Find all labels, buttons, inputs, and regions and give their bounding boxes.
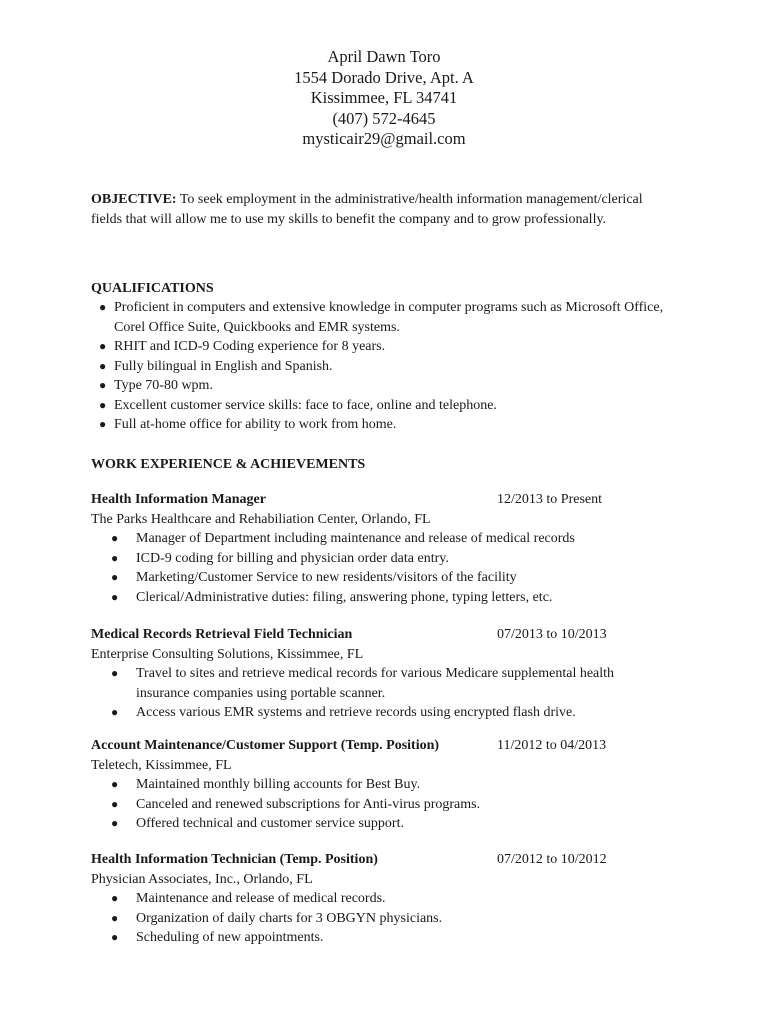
list-item: ● Marketing/Customer Service to new residents/visitors of the facility	[91, 568, 651, 588]
list-item: ● ICD-9 coding for billing and physician order data entry.	[91, 549, 651, 569]
address-line-2: Kissimmee, FL 34741	[310, 88, 458, 107]
list-item: ● Access various EMR systems and retrieve records using encrypted flash drive.	[91, 703, 651, 723]
bullet-icon: ●	[99, 358, 107, 373]
job-employer: Teletech, Kissimmee, FL	[91, 757, 232, 773]
job-dates: 11/2012 to 04/2013	[497, 738, 607, 753]
bullet-icon: ●	[99, 339, 107, 353]
email-address: mysticair29@gmail.com	[302, 129, 466, 148]
qualifications-title: QUALIFICATIONS	[91, 281, 214, 296]
phone-number: (407) 572-4645	[332, 108, 436, 128]
list-item: ● RHIT and ICD-9 Coding experience for 8 years.	[99, 337, 679, 357]
contact-header	[0, 47, 768, 150]
job-entry	[91, 490, 651, 607]
bullet-icon: ●	[111, 910, 119, 925]
list-item: ● Clerical/Administrative duties: filing, answering phone, typing letters, etc.	[91, 588, 651, 608]
job-entry	[91, 850, 651, 948]
job-dates: 07/2013 to 10/2013	[497, 627, 607, 642]
bullet-icon: ●	[111, 589, 119, 604]
address-line-1: 1554 Dorado Drive, Apt. A	[294, 67, 474, 87]
job-title: Health Information Manager	[91, 492, 266, 507]
job-title: Account Maintenance/Customer Support (Temp. Position)	[91, 738, 440, 753]
job-duties	[91, 529, 651, 607]
bullet-icon: ●	[111, 666, 119, 680]
bullet-icon: ●	[99, 397, 107, 412]
qualifications-list	[99, 298, 679, 435]
list-item: ● Fully bilingual in English and Spanish.	[99, 357, 679, 377]
list-item: ● Full at-home office for ability to work from home.	[99, 415, 679, 435]
bullet-icon: ●	[99, 417, 107, 431]
job-duties	[91, 775, 651, 834]
job-employer: Physician Associates, Inc., Orlando, FL	[91, 871, 313, 887]
job-employer: The Parks Healthcare and Rehabiliation Center, Orlando, FL	[91, 511, 431, 527]
list-item: ● Manager of Department including maintenance and release of medical records	[91, 529, 651, 549]
job-title: Medical Records Retrieval Field Technician	[91, 627, 353, 642]
bullet-icon: ●	[111, 930, 119, 944]
job-dates: 07/2012 to 10/2012	[497, 852, 607, 867]
bullet-icon: ●	[99, 378, 107, 392]
job-dates: 12/2013 to Present	[497, 492, 602, 507]
job-employer: Enterprise Consulting Solutions, Kissimmee, FL	[91, 646, 364, 662]
bullet-icon: ●	[111, 705, 119, 719]
bullet-icon: ●	[111, 550, 119, 565]
objective-label: OBJECTIVE:	[91, 192, 177, 207]
list-item: ● Proficient in computers and extensive knowledge in computer programs such as Microsoft Office, Corel Office Suite, Quickbooks and EMR systems.	[99, 300, 664, 335]
list-item: ● Travel to sites and retrieve medical records for various Medicare supplemental health insurance companies using portable scanner.	[111, 666, 615, 701]
bullet-icon: ●	[111, 570, 119, 584]
bullet-icon: ●	[111, 891, 119, 905]
job-duties	[91, 664, 651, 723]
list-item: ● Maintenance and release of medical records.	[91, 889, 651, 909]
list-item: ● Offered technical and customer service support.	[91, 814, 651, 834]
list-item: ● Excellent customer service skills: face to face, online and telephone.	[99, 396, 679, 416]
list-item: ● Scheduling of new appointments.	[91, 928, 651, 948]
list-item: ● Type 70-80 wpm.	[99, 376, 679, 396]
objective-text: To seek employment in the administrative/health information management/clerical fields that will allow me to use my skills to benefit the company and to grow professionally.	[91, 192, 643, 227]
experience-title: WORK EXPERIENCE & ACHIEVEMENTS	[91, 457, 366, 472]
list-item: ● Canceled and renewed subscriptions for Anti-virus programs.	[91, 795, 651, 815]
bullet-icon: ●	[111, 816, 119, 830]
objective-section	[91, 190, 661, 229]
job-duties	[91, 889, 651, 948]
list-item: ● Maintained monthly billing accounts for Best Buy.	[91, 775, 651, 795]
bullet-icon: ●	[99, 300, 107, 314]
job-title: Health Information Technician (Temp. Position)	[91, 852, 378, 867]
applicant-name: April Dawn Toro	[327, 47, 441, 66]
bullet-icon: ●	[111, 777, 119, 791]
bullet-icon: ●	[111, 796, 119, 811]
bullet-icon: ●	[111, 531, 119, 545]
job-entry	[91, 736, 651, 834]
list-item: ● Organization of daily charts for 3 OBGYN physicians.	[91, 909, 651, 929]
job-entry	[91, 625, 651, 723]
